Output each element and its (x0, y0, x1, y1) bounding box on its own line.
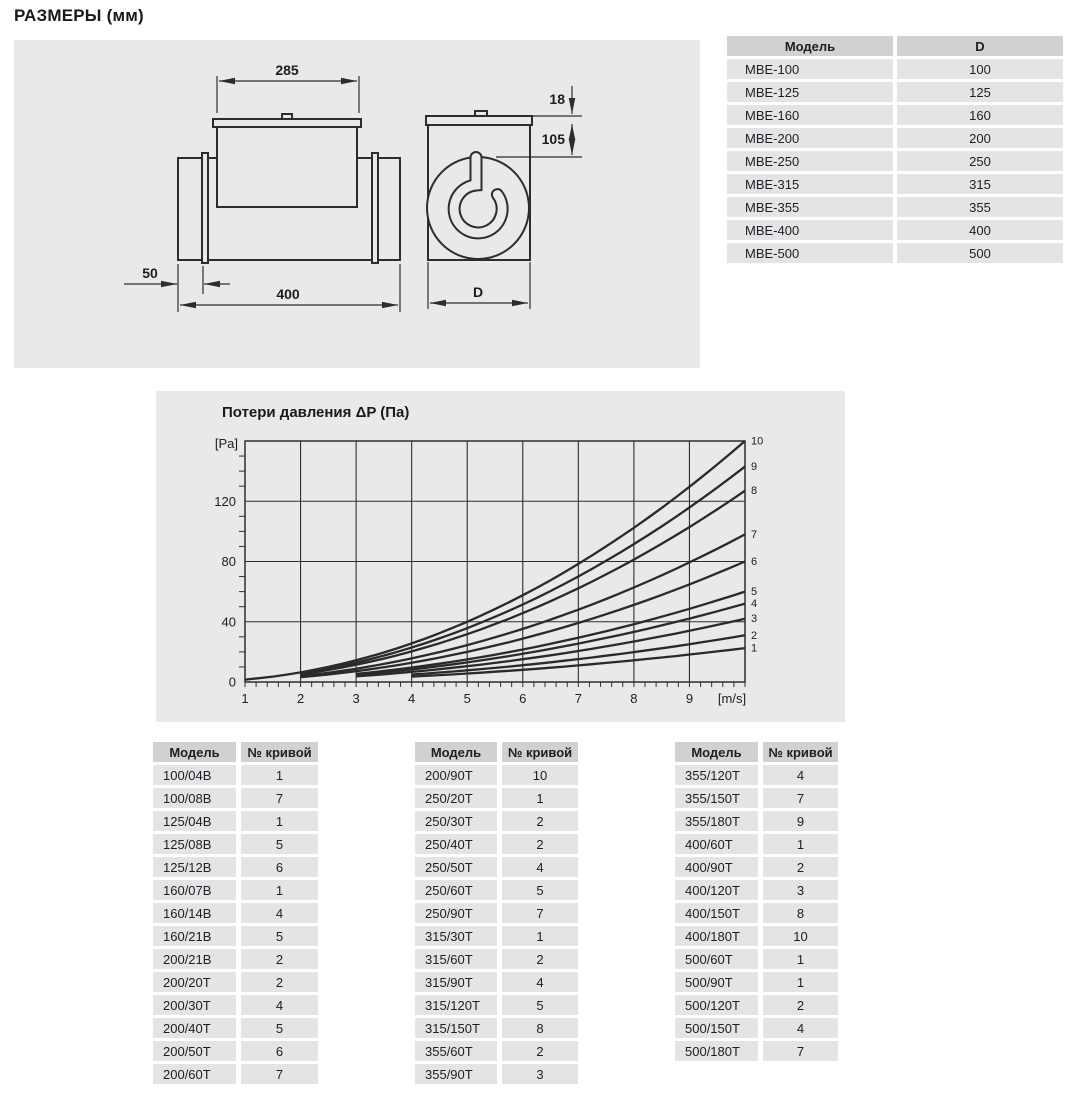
cell-value: 3 (763, 880, 838, 900)
curve-label-8: 8 (751, 485, 758, 498)
cell-model: 125/12В (153, 857, 236, 877)
cell-value: 2 (502, 834, 578, 854)
table-row (675, 972, 838, 992)
cell-value: 5 (241, 926, 318, 946)
table-row (153, 1041, 318, 1061)
cell-value: 1 (763, 972, 838, 992)
cell-model: 500/90Т (675, 972, 758, 992)
table-row (415, 1064, 578, 1084)
cell-value: 10 (502, 765, 578, 785)
table-row (415, 834, 578, 854)
curve-label-9: 9 (751, 461, 758, 474)
cell-value: 8 (502, 1018, 578, 1038)
dim-D-label: D (472, 284, 484, 300)
cell-model: 315/60Т (415, 949, 497, 969)
table-row (727, 105, 1063, 125)
cell-model: 355/180Т (675, 811, 758, 831)
flange-right (372, 153, 378, 263)
table-header-row (675, 742, 838, 762)
dim-50-label: 50 (142, 265, 158, 281)
cell-model: 200/21В (153, 949, 236, 969)
cell-value: 2 (502, 949, 578, 969)
cell-model: 250/60Т (415, 880, 497, 900)
cell-value: 125 (897, 82, 1063, 102)
column-header: № кривой (502, 742, 578, 762)
column-header: № кривой (763, 742, 838, 762)
table-row (727, 82, 1063, 102)
cell-value: 6 (241, 1041, 318, 1061)
cell-model: 250/50Т (415, 857, 497, 877)
table-row (675, 880, 838, 900)
column-header: Модель (153, 742, 236, 762)
cell-value: 2 (763, 857, 838, 877)
chart-panel (156, 391, 845, 722)
table-header-row (415, 742, 578, 762)
cell-model: 400/180Т (675, 926, 758, 946)
curve-label-1: 1 (751, 642, 758, 655)
x-tick-label: 7 (574, 691, 582, 706)
cell-value: 7 (241, 788, 318, 808)
x-tick-label: 3 (352, 691, 360, 706)
table-row (153, 949, 318, 969)
side-view (178, 114, 400, 263)
cell-value: 315 (897, 174, 1063, 194)
table-row (153, 1018, 318, 1038)
cell-model: 100/08В (153, 788, 236, 808)
cell-model: МВЕ-400 (727, 220, 893, 240)
table-row (675, 926, 838, 946)
curve-label-5: 5 (751, 586, 758, 599)
cell-value: 4 (502, 972, 578, 992)
flange-left (202, 153, 208, 263)
cell-value: 1 (502, 926, 578, 946)
column-header: Модель (675, 742, 758, 762)
terminal-box (217, 127, 357, 207)
cell-value: 7 (241, 1064, 318, 1084)
table-row (727, 174, 1063, 194)
curve-table-1 (153, 742, 318, 1087)
table-row (675, 857, 838, 877)
table-row (415, 926, 578, 946)
cell-value: 2 (241, 972, 318, 992)
cell-model: 355/150Т (675, 788, 758, 808)
cell-model: 200/20Т (153, 972, 236, 992)
cell-model: 400/60Т (675, 834, 758, 854)
table-row (153, 788, 318, 808)
table-row (415, 1018, 578, 1038)
cell-model: МВЕ-500 (727, 243, 893, 263)
x-tick-label: 6 (519, 691, 527, 706)
cell-model: 500/180Т (675, 1041, 758, 1061)
cell-value: 2 (502, 811, 578, 831)
table-row (727, 128, 1063, 148)
cell-model: 200/40Т (153, 1018, 236, 1038)
cell-model: 500/60Т (675, 949, 758, 969)
dimensions-panel (14, 40, 700, 368)
cell-value: 1 (763, 834, 838, 854)
cell-model: 400/120Т (675, 880, 758, 900)
cell-model: 400/90Т (675, 857, 758, 877)
cell-model: 500/120Т (675, 995, 758, 1015)
cell-model: 250/90Т (415, 903, 497, 923)
cell-value: 400 (897, 220, 1063, 240)
curve-label-10: 10 (751, 435, 764, 448)
table-row (675, 903, 838, 923)
y-tick-label: 0 (228, 674, 236, 690)
cell-value: 7 (763, 788, 838, 808)
cell-model: МВЕ-100 (727, 59, 893, 79)
table-row (153, 765, 318, 785)
table-row (153, 903, 318, 923)
chart-title: Потери давления ΔP (Па) (222, 404, 410, 421)
table-row (727, 220, 1063, 240)
x-axis-unit-label: [m/s] (717, 691, 747, 706)
cell-model: МВЕ-315 (727, 174, 893, 194)
cell-model: 160/21В (153, 926, 236, 946)
table-row (675, 949, 838, 969)
table-row (415, 880, 578, 900)
y-tick-label: 80 (221, 554, 236, 569)
cell-value: 4 (241, 903, 318, 923)
cell-value: 5 (502, 995, 578, 1015)
cell-value: 7 (763, 1041, 838, 1061)
x-tick-label: 1 (241, 691, 249, 706)
table-row (153, 880, 318, 900)
cell-model: 250/40Т (415, 834, 497, 854)
table-row (675, 1041, 838, 1061)
cell-value: 7 (502, 903, 578, 923)
cell-value: 1 (241, 880, 318, 900)
cell-value: 1 (241, 765, 318, 785)
table-row (415, 972, 578, 992)
table-row (153, 857, 318, 877)
table-row (415, 857, 578, 877)
column-header: D (897, 36, 1063, 56)
table-row (727, 59, 1063, 79)
cell-value: 8 (763, 903, 838, 923)
table-row (675, 1018, 838, 1038)
cell-value: 355 (897, 197, 1063, 217)
table-row (675, 765, 838, 785)
dim-105-label: 105 (541, 131, 565, 147)
table-row (153, 1064, 318, 1084)
cell-value: 1 (502, 788, 578, 808)
column-header: Модель (727, 36, 893, 56)
cell-model: 355/60Т (415, 1041, 497, 1061)
cell-model: 400/150Т (675, 903, 758, 923)
x-tick-label: 8 (630, 691, 638, 706)
table-header-row (153, 742, 318, 762)
x-tick-label: 9 (685, 691, 694, 706)
cell-value: 250 (897, 151, 1063, 171)
cell-value: 4 (763, 1018, 838, 1038)
table-row (153, 972, 318, 992)
cell-value: 4 (241, 995, 318, 1015)
table-row (675, 811, 838, 831)
cell-model: 315/120Т (415, 995, 497, 1015)
cell-model: 160/14В (153, 903, 236, 923)
table-row (153, 926, 318, 946)
y-axis-unit-label: [Pa] (214, 436, 238, 451)
curve-10 (245, 441, 745, 680)
table-row (675, 834, 838, 854)
cell-model: 200/50Т (153, 1041, 236, 1061)
dim-285-label: 285 (275, 62, 299, 78)
curve-table-2 (415, 742, 578, 1087)
cell-value: 100 (897, 59, 1063, 79)
cell-model: МВЕ-355 (727, 197, 893, 217)
y-tick-label: 120 (214, 493, 236, 509)
cell-value: 6 (241, 857, 318, 877)
column-header: Модель (415, 742, 497, 762)
table-row (415, 788, 578, 808)
dim-400-label: 400 (276, 286, 300, 302)
lid-nub (282, 114, 292, 119)
cell-model: МВЕ-160 (727, 105, 893, 125)
x-tick-label: 2 (296, 691, 305, 706)
curve-table-3 (675, 742, 838, 1064)
cell-model: 315/90Т (415, 972, 497, 992)
cell-value: 1 (241, 811, 318, 831)
table-row (153, 834, 318, 854)
cell-model: 315/30Т (415, 926, 497, 946)
cell-value: 160 (897, 105, 1063, 125)
curve-4 (356, 604, 745, 675)
model-d-table (727, 36, 1063, 266)
cell-model: 315/150Т (415, 1018, 497, 1038)
x-tick-label: 4 (408, 691, 416, 706)
cell-model: 125/04В (153, 811, 236, 831)
cell-value: 5 (241, 834, 318, 854)
cell-model: МВЕ-125 (727, 82, 893, 102)
table-row (415, 995, 578, 1015)
dimensions-drawing-svg (14, 40, 700, 368)
cell-value: 5 (241, 1018, 318, 1038)
curve-label-2: 2 (751, 629, 758, 642)
cell-model: 250/20Т (415, 788, 497, 808)
cell-model: 200/60Т (153, 1064, 236, 1084)
table-row (415, 903, 578, 923)
cell-value: 9 (763, 811, 838, 831)
cell-model: 355/120Т (675, 765, 758, 785)
curve-label-4: 4 (751, 598, 758, 611)
cell-model: МВЕ-200 (727, 128, 893, 148)
cell-model: 250/30Т (415, 811, 497, 831)
cell-value: 4 (763, 765, 838, 785)
cell-value: 1 (763, 949, 838, 969)
cell-value: 2 (502, 1041, 578, 1061)
table-row (727, 243, 1063, 263)
table-row (415, 811, 578, 831)
cell-value: 10 (763, 926, 838, 946)
column-header: № кривой (241, 742, 318, 762)
page-title: РАЗМЕРЫ (мм) (14, 6, 144, 25)
table-row (727, 151, 1063, 171)
curve-label-3: 3 (751, 613, 758, 626)
end-lid-nub (475, 111, 487, 116)
cell-model: 100/04В (153, 765, 236, 785)
table-row (415, 765, 578, 785)
cell-value: 4 (502, 857, 578, 877)
cell-value: 2 (241, 949, 318, 969)
curve-label-7: 7 (751, 528, 758, 541)
dim-18-label: 18 (549, 91, 565, 107)
table-row (675, 995, 838, 1015)
table-row (675, 788, 838, 808)
table-row (153, 811, 318, 831)
terminal-box-lid (213, 119, 361, 127)
cell-model: 355/90Т (415, 1064, 497, 1084)
cell-value: 3 (502, 1064, 578, 1084)
table-row (727, 197, 1063, 217)
curve-label-6: 6 (751, 556, 758, 568)
table-header-row (727, 36, 1063, 56)
cell-model: 160/07В (153, 880, 236, 900)
cell-model: 125/08В (153, 834, 236, 854)
cell-value: 200 (897, 128, 1063, 148)
y-tick-label: 40 (221, 614, 236, 630)
cell-model: 200/30Т (153, 995, 236, 1015)
x-tick-label: 5 (463, 691, 471, 706)
cell-value: 5 (502, 880, 578, 900)
cell-model: МВЕ-250 (727, 151, 893, 171)
table-row (415, 1041, 578, 1061)
table-row (415, 949, 578, 969)
cell-model: 500/150Т (675, 1018, 758, 1038)
pressure-loss-chart-svg (156, 391, 845, 722)
cell-value: 500 (897, 243, 1063, 263)
cell-value: 2 (763, 995, 838, 1015)
end-lid (426, 116, 532, 125)
cell-model: 200/90Т (415, 765, 497, 785)
table-row (153, 995, 318, 1015)
